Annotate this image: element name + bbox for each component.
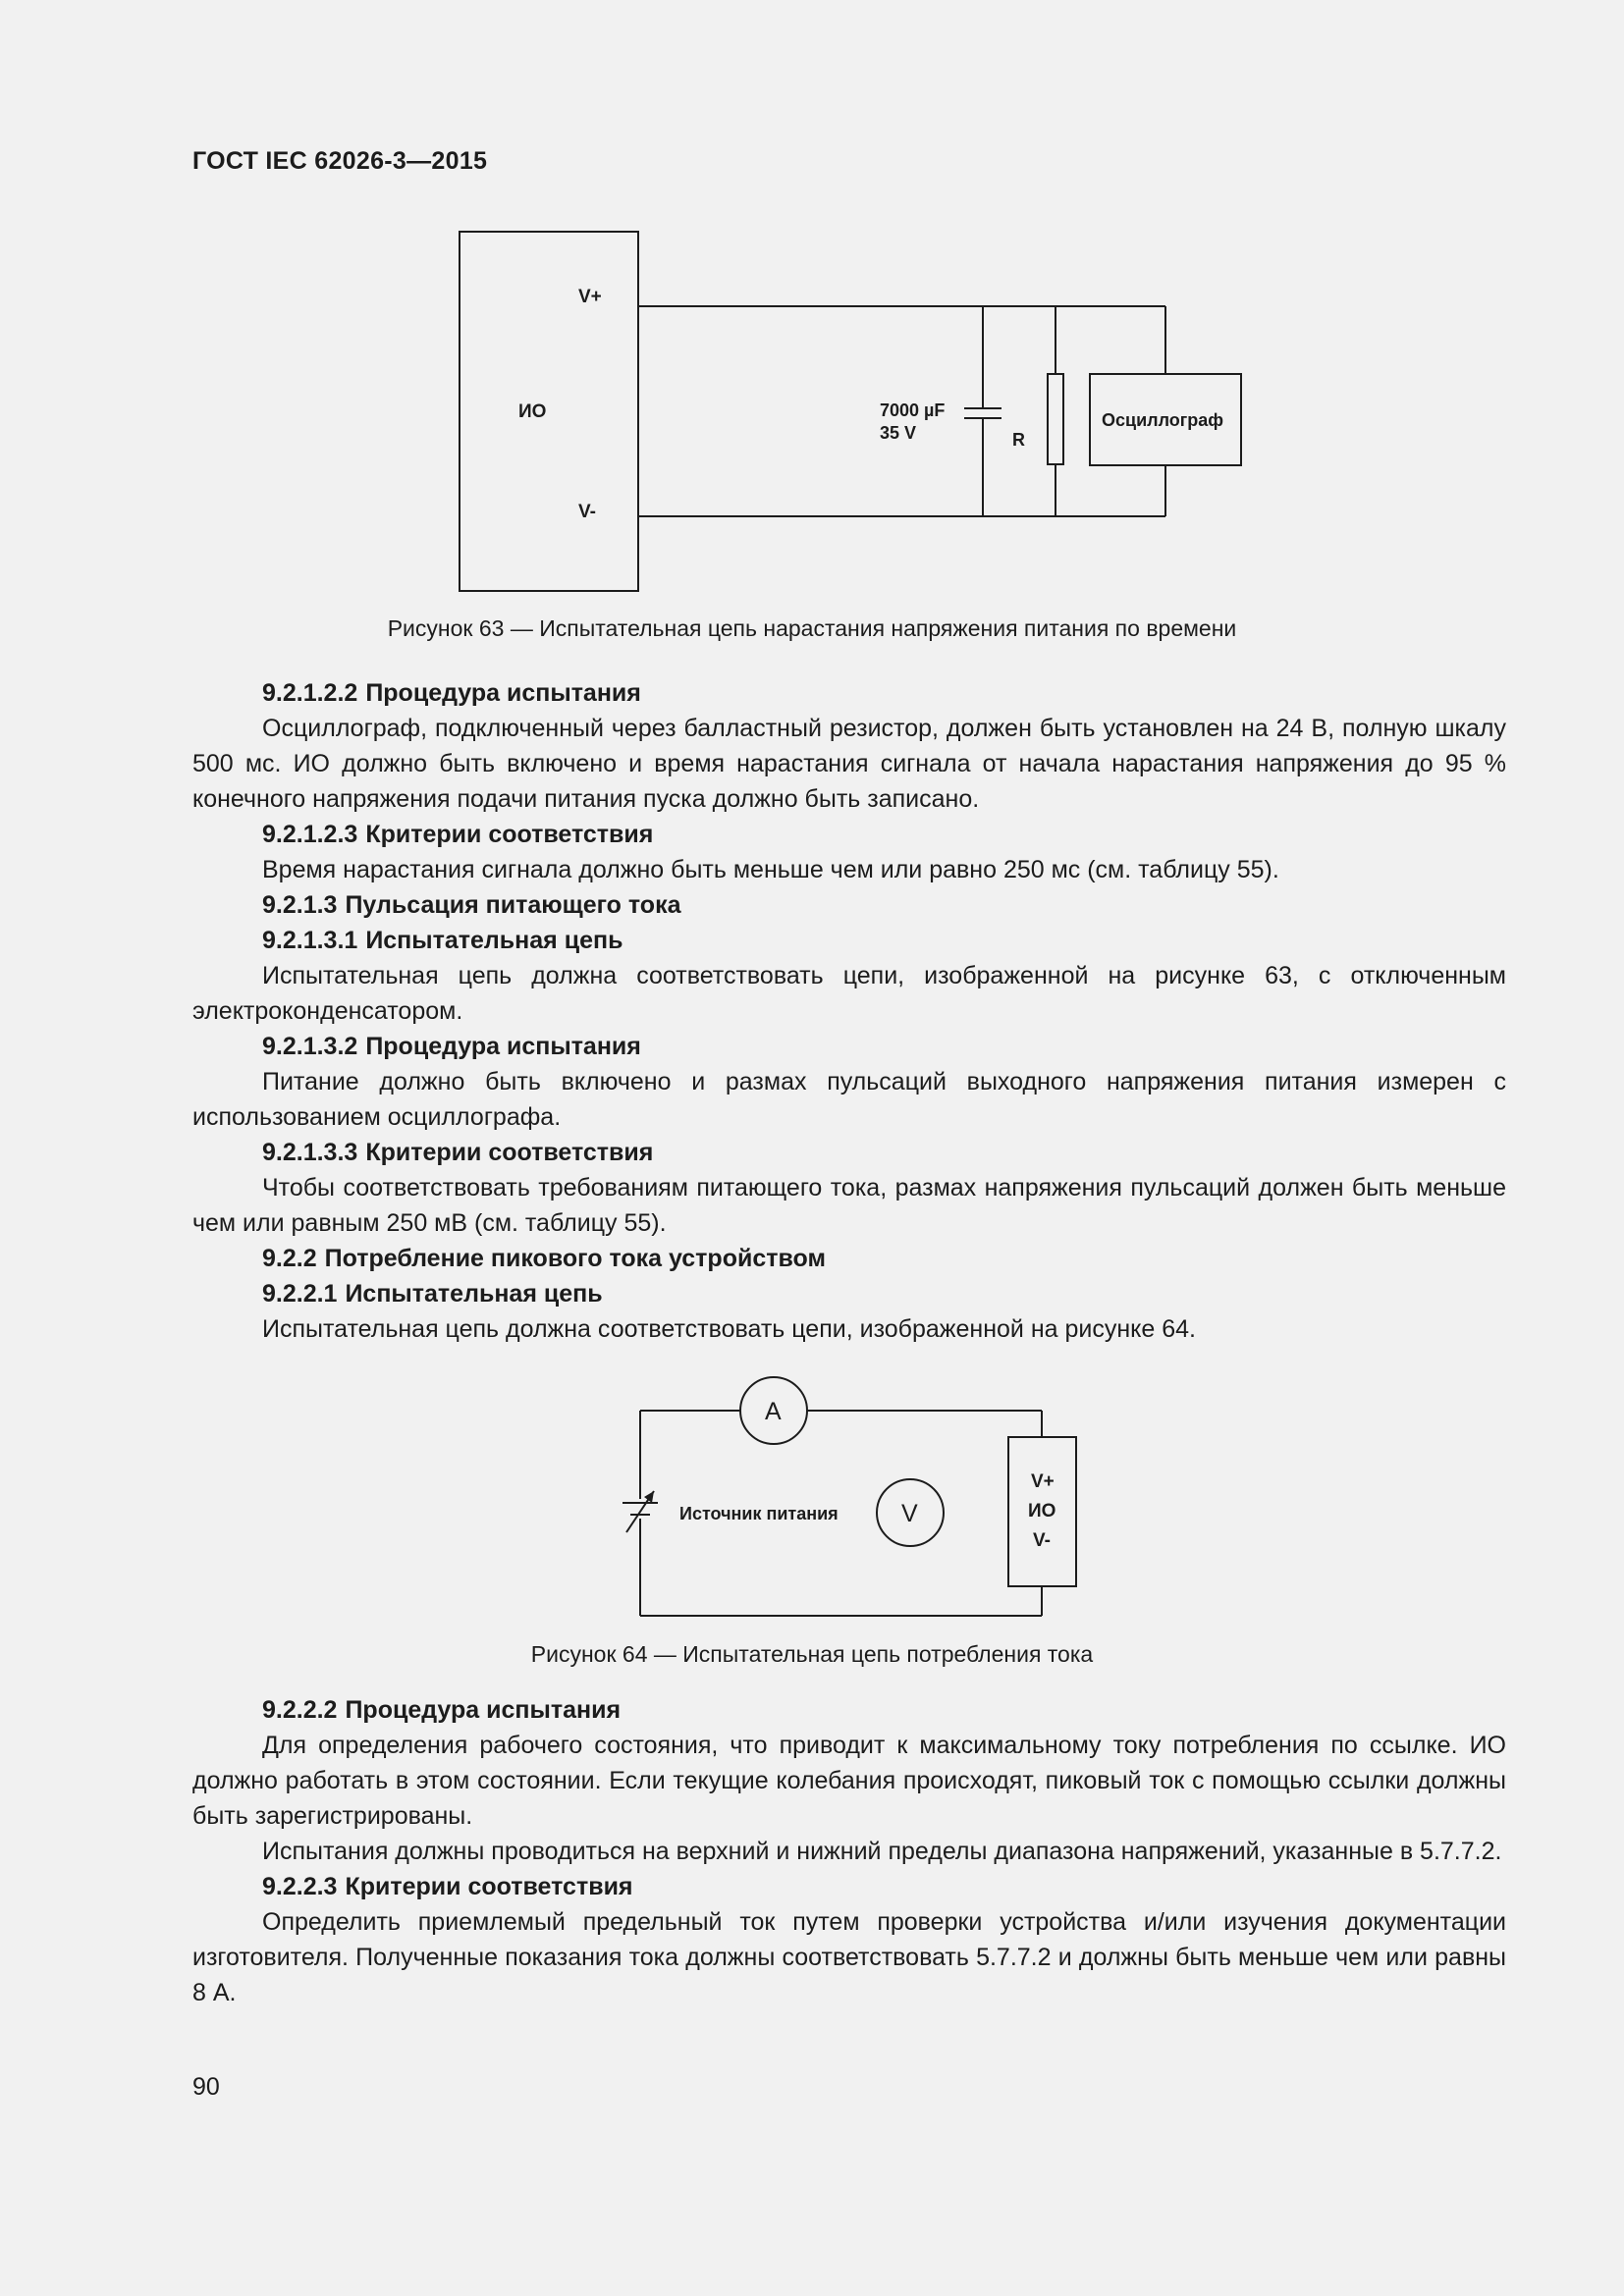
section-heading: 9.2.1.2.2 Процедура испытания xyxy=(262,679,641,707)
power-source-label: Источник питания xyxy=(679,1504,839,1523)
section-heading: 9.2.1.2.3 Критерии соответствия xyxy=(262,821,654,848)
document-body xyxy=(192,675,1506,2010)
page-number: 90 xyxy=(192,2073,220,2101)
variable-arrow-head-icon xyxy=(644,1491,654,1503)
v-minus-label: V- xyxy=(578,502,596,522)
capacitor-value-label: 7000 µF xyxy=(880,400,946,420)
figure-63-circuit xyxy=(0,0,1624,609)
section-heading: 9.2.2.3 Критерии соответствия xyxy=(262,1873,633,1900)
device-box xyxy=(460,232,638,591)
section-heading: 9.2.2.1 Испытательная цепь xyxy=(262,1280,603,1308)
paragraph: Испытательная цепь должна соответствовать цепи, изображенной на рисунке 63, с отключенным электроконденсатором. xyxy=(192,962,1506,1025)
paragraph: Время нарастания сигнала должно быть меньше чем или равно 250 мс (см. таблицу 55). xyxy=(262,856,1279,883)
section-heading: 9.2.1.3.2 Процедура испытания xyxy=(262,1033,641,1060)
oscillograph-label: Осциллограф xyxy=(1102,410,1224,430)
device-v-minus-label: V- xyxy=(1033,1530,1051,1551)
voltmeter-label: V xyxy=(901,1500,918,1527)
ammeter-label: A xyxy=(765,1398,782,1425)
document-header: ГОСТ IEC 62026-3—2015 xyxy=(192,147,488,175)
section-heading: 9.2.1.3.1 Испытательная цепь xyxy=(262,927,623,954)
capacitor-voltage-label: 35 V xyxy=(880,423,917,443)
figure-64-caption: Рисунок 64 — Испытательная цепь потребления тока xyxy=(530,1641,1094,1667)
section-heading: 9.2.1.3 Пульсация питающего тока xyxy=(262,891,681,919)
figure-64-circuit xyxy=(0,1347,1624,1692)
paragraph: Определить приемлемый предельный ток путем проверки устройства и/или изучения документации изготовителя. Полученные показания тока должны соответствовать 5.7.7.2 и должны быть меньше чем или равны 8 А. xyxy=(192,1908,1506,2006)
device-label: ИО xyxy=(1028,1501,1056,1522)
figure-64-area xyxy=(192,1347,1506,1692)
figure-63-caption: Рисунок 63 — Испытательная цепь нарастания напряжения питания по времени xyxy=(387,615,1237,641)
paragraph: Чтобы соответствовать требованиям питающего тока, размах напряжения пульсаций должен быть меньше чем или равным 250 мВ (см. таблицу 55). xyxy=(192,1174,1506,1237)
paragraph: Осциллограф, подключенный через балластный резистор, должен быть установлен на 24 В, полную шкалу 500 мс. ИО должно быть включено и время нарастания сигнала от начала нарастания напряжения до 95 % конечного напряжения подачи питания пуска должно быть записано. xyxy=(192,715,1506,813)
resistor-body xyxy=(1048,374,1063,464)
section-heading: 9.2.1.3.3 Критерии соответствия xyxy=(262,1139,654,1166)
section-heading: 9.2.2.2 Процедура испытания xyxy=(262,1696,622,1724)
device-v-plus-label: V+ xyxy=(1031,1471,1055,1492)
device-label: ИО xyxy=(518,401,547,422)
section-heading: 9.2.2 Потребление пикового тока устройством xyxy=(262,1245,826,1272)
paragraph: Питание должно быть включено и размах пульсаций выходного напряжения питания измерен с использованием осциллографа. xyxy=(192,1068,1506,1131)
v-plus-label: V+ xyxy=(578,287,602,307)
paragraph: Для определения рабочего состояния, что приводит к максимальному току потребления по ссылке. ИО должно работать в этом состоянии. Если текущие колебания происходят, пиковый ток с помощью ссылки должны быть зарегистрированы. xyxy=(192,1732,1506,1830)
paragraph: Испытания должны проводиться на верхний и нижний пределы диапазона напряжений, указанные в 5.7.7.2. xyxy=(262,1838,1502,1865)
resistor-label: R xyxy=(1012,430,1025,450)
paragraph: Испытательная цепь должна соответствовать цепи, изображенной на рисунке 64. xyxy=(262,1315,1196,1343)
